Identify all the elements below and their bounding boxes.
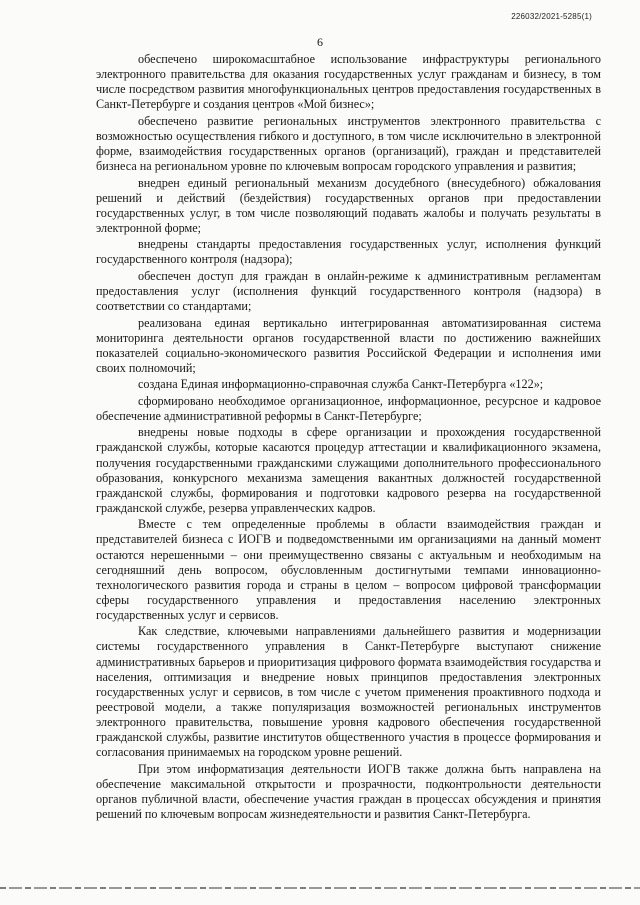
- paragraph: внедрены новые подходы в сфере организации и прохождения государственной гражданской службы, которые касаются процедур аттестации и квалификационного экзамена, получения государственными гражданскими служащими дополнительного профессионального образования, конкурсного механизма замещения вакантных должностей государственной гражданской службы, формирования и подготовки кадрового резерва на государственной гражданской службе, резерва управленческих кадров.: [96, 425, 601, 515]
- paragraph: обеспечено развитие региональных инструментов электронного правительства с возможностью осуществления гибкого и доступного, в том числе исключительно в электронной форме, взаимодействия государственных органов (организаций), граждан и представителей бизнеса на региональном уровне по ключевым вопросам городского управления и развития;: [96, 113, 601, 174]
- document-id: 226032/2021-5285(1): [511, 12, 592, 21]
- paragraph: обеспечено широкомасштабное использование инфраструктуры регионального электронного правительства для оказания государственных услуг гражданам и бизнесу, в том числе посредством развития многофункциональных центров предоставления государственных в Санкт-Петербурге и создания центров «Мой бизнес»;: [96, 52, 601, 112]
- scan-edge-divider: [0, 887, 640, 889]
- page-number: 6: [317, 35, 323, 49]
- paragraph: При этом информатизация деятельности ИОГВ также должна быть направлена на обеспечение максимальной открытости и прозрачности, подконтрольности деятельности органов публичной власти, обеспечение участия граждан в процессах обсуждения и принятия решений по ключевым вопросам жизнедеятельности и развития Санкт-Петербурга.: [96, 761, 601, 821]
- document-body: [96, 52, 601, 823]
- paragraph: Вместе с тем определенные проблемы в области взаимодействия граждан и представителей бизнеса с ИОГВ и подведомственными им организациями на данный момент остаются нерешенными – они преимущественно связаны с актуальным и необходимым на сегодняшний день вопросом, обусловленным достигнутыми темпами инновационно-технологического развития города и страны в целом – вопросом цифровой трансформации сферы государственного управления и предоставления населению электронных государственных услуг и сервисов.: [96, 517, 601, 622]
- paragraph: создана Единая информационно-справочная служба Санкт-Петербурга «122»;: [138, 377, 544, 392]
- paragraph: реализована единая вертикально интегрированная автоматизированная система мониторинга деятельности органов государственной власти по достижению важнейших показателей социально-экономического развития Российской Федерации и исполнения ими своих полномочий;: [96, 315, 601, 375]
- paragraph: Как следствие, ключевыми направлениями дальнейшего развития и модернизации системы государственного управления в Санкт-Петербурге выступают снижение административных барьеров и приоритизация цифрового формата взаимодействия государства и населения, оптимизация и внедрение новых принципов предоставления электронных государственных услуг и сервисов, в том числе с учетом применения проактивного подхода и реестровой модели, а также популяризация возможностей региональных инструментов электронного правительства, повышение уровня кадрового обеспечения государственной гражданской службы, развитие институтов общественного участия в процессе формирования и согласования принимаемых на городском уровне решений.: [96, 624, 601, 760]
- paragraph: внедрен единый региональный механизм досудебного (внесудебного) обжалования решений и действий (бездействия) государственных органов при предоставлении государственных услуг, в том числе позволяющий подавать жалобы и получать результаты в электронной форме;: [96, 175, 601, 235]
- paragraph: сформировано необходимое организационное, информационное, ресурсное и кадровое обеспечение административной реформы в Санкт-Петербурге;: [96, 393, 601, 423]
- paragraph: внедрены стандарты предоставления государственных услуг, исполнения функций государственного контроля (надзора);: [96, 237, 601, 267]
- paragraph: обеспечен доступ для граждан в онлайн-режиме к административным регламентам предоставления услуг (исполнения функций государственного контроля (надзора) в соответствии со стандартами;: [96, 268, 601, 314]
